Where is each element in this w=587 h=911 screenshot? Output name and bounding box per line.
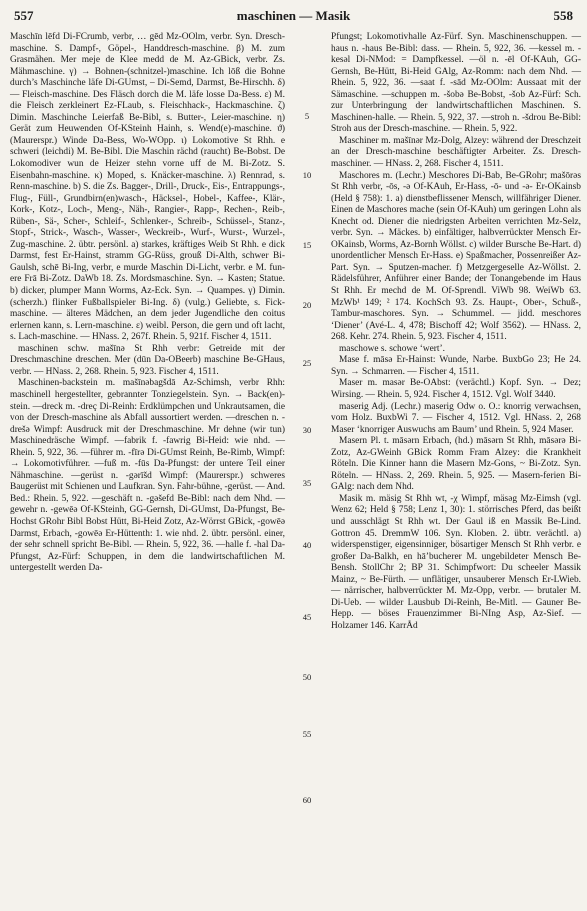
running-title: maschinen — Masik: [236, 8, 351, 23]
entry-maschiner: Maschiner m. mašīnər Mz-Dolg, Alzey: während der Dreschzeit an der Dresch-maschine beschäftigter Arbeiter. Zs. Dresch-maschiner. — HNass. 2, 268. Fischer 4, 1511.: [331, 135, 581, 170]
line-number: 25: [302, 358, 312, 368]
entry-maschowe: maschowe s. schowe ‘wert’.: [339, 343, 445, 354]
left-column: [10, 32, 285, 575]
entry-maschine: Maschīn lēfd Di-FCrumb, verbr, … gēd Mz-OOlm, verbr. Syn. Dresch-maschine. S. Dampf-, Göpel-, Handdresch-maschine. β) M. zum Grasmähen. Mer meje de Klee medd de M. Az-GBick, verbr. Zs. Mähmaschine. γ) → Bohnen-(schnitzel-)maschine. Ich lōß die Bohne durch’s Maschinche läfe Di-GUmst, – Di-Semd, Darmst, Be-Hirschh. δ) — Fleisch-maschine. Des Fläsch dorch die M. läfe losse Da-Bess. ε) M. die Fleisch zerkleinert Ez-FLaub, s. Fleischhack-, Hackmaschine. ζ) Dimin. Maschinche Leierfaß Be-Bibl, s. Butter-, Leier-maschine. η) Gerät zum Heuwenden Of-KSteinh Hainh, s. Wend(e)-maschine. ϑ) (Maurerspr.) Winde Da-Bess, Wo-WOpp. ι) Lokomotive St Rhh. e schweri (leichdi) M. Be-Bibl. Die Maschin rächd (raucht) Be-Bobst. De Lokomodiver wun de Heizer stehn vorne uff de M. Bi-Zotz. S. Eisenbahn-maschine. κ) Moped, s. Knäcker-maschine. λ) Rennrad, s. Renn-maschine. b) S. die Zs. Bagger-, Drill-, Druck-, Eis-, Entrappungs-, Flug-, Füll-, Grundbirn(en)wasch-, Häcksel-, Hobel-, Kaffee-, Klär-, Kork-, Kotz-, Loch-, Meng-, Näh-, Rangier-, Rapp-, Rechen-, Reib-, Rüben-, Sä-, Scher-, Schleif-, Schlenker-, Schreib-, Schüssel-, Stanz-, Stopf-, Strick-, Wasch-, Wasser-, Weckreib-, Wurf-, Wurst-, Wurzel-, Zug-maschine. 2. übtr. persönl. a) starkes, kräftiges Weib St Rhh. e dick Darmst, fest Er-Hainst, stramm GG-Rüss, grouß Di-Alth, schwer Bi-Gaulsh, schē Bi-Ing, verbr, e murde Maschin Di-Licht, verbr. e M. fun-ere Frā Bi-Zotz. DaWb 18. Zs. Mordsmaschine. Syn. → Kasten; Statue. b) dicker, plumper Mann Worms, Az-Eck. Syn. → Quampes. γ) Dimin. (scherzh.) flinker Fußballspieler Bi-Ing. δ) (vulg.) Geliebte, s. Fick-maschine. — älteres Mädchen, an dem jeder Jugendliche den coitus erlernen kann, s. Lern-maschine. ε) weibl. Person, die gern und oft lacht, s. Lach-maschine. — HNass. 2, 267f. Rhein. 5, 921f. Fischer 4, 1511.: [10, 32, 286, 343]
entry-maschinen-backstein: Maschinen-backstein m. mašīnəbagšdā Az-Schimsh, verbr Rhh: maschinell hergestellter, gebrannter Tonziegelstein. Syn. → Back(en)-stein. —dreck m. -dreç Di-Reinh: Erdklümpchen und Unkrautsamen, die von der Dresch-maschine als Abfall aussortiert werden. —dreschen n. -drešə Wimpf: Ausdruck mit der Dreschmaschine. Mr dehne (wir tun) Maschinedräsche Wimpf. —fabrik f. -fawrig Bi-Heid: wie nhd. — Rhein. 5, 922, 36. —führer m. -fīrə Di-GUmst Reinh, Be-Rimb, Wimpf: → Lokomotivführer. —fuß m. -fūs Da-Pfungst: der untere Teil einer Nähmaschine. —gerüst n. -gərīšd Wimpf: (Maurerspr.) schweres Baugerüst mit Schienen und Laufkran. Syn. Fahr-bühne, -gerüst. — And. Bed.: Rhein. 5, 922. —geschäft n. -gəšefd Be-Bibl: nach dem Nhd. —gewehr n. -gewēə Of-KSteinh, GG-Gernsh, Di-GUmst, Da-Pfungst, Be-Hochst GRohr Bibl Bobst Hütt, Bi-Heid Zotz, Az-Wörrst GBick, -gowēə Darmst, Erbach, -gowēə Er-Hüttenth: 1. wie nhd. 2. übtr. persönl. einer, der sehr schnell spricht Be-Bibl. — Rhein. 5, 922, 36. —halle f. -hal Da-Pfungst, Az-Fürf: Schuppen, in dem die landwirtschaftlichen M. untergestellt werden Da-: [10, 378, 285, 574]
entry-mase: Mase f. māsə Er-Hainst: Wunde, Narbe. BuxbGo 23; He 24. Syn. → Schmarren. — Fischer 4, 1511.: [331, 355, 581, 377]
line-number: 30: [302, 425, 312, 435]
entry-maschinen: maschinen schw. mašīnə St Rhh verbr: Getreide mit der Dreschmaschine dreschen. Mer (dūn Da-OBeerb) maschine Be-GHaus, verbr. — HNass. 2, 268. Rhein. 5, 923. Fischer 4, 1511.: [10, 343, 285, 377]
line-number: 15: [302, 240, 312, 250]
entry-masern: Masern Pl. t. māsərn Erbach, (hd.) māsərn St Rhh, māsərə Bi-Zotz, Az-GWeinh GBick Romm Fram Alzey: die Krankheit Röteln. Die Kinner hann die Masern Mz-Gons, ~ Bi-Zotz. Syn. Röteln. — HNass. 2, 269. Rhein. 5, 925. — Masern-ferien Bi-GAlg: nach dem Nhd.: [331, 436, 581, 493]
left-page-number: 557: [14, 8, 34, 23]
entry-maser: Maser m. masər Be-OAbst: (verächtl.) Kopf. Syn. → Dez; Wirsing. — Rhein. 5, 924. Fischer 4, 1512. Vgl. Wolf 3440.: [331, 378, 581, 400]
right-column: [331, 32, 581, 632]
entry-maserig: maserig Adj. (Lechr.) maserig Odw o. O.: knorrig verwachsen, vom Holz. BuxbWi 7. — Fischer 4, 1512. Vgl. HNass. 2, 268 Maser ‘knorriger Auswuchs am Baum’ und Rhein. 5, 924 Maser.: [331, 401, 581, 435]
line-number: 40: [302, 540, 312, 550]
line-number: 5: [304, 111, 310, 121]
line-number: 35: [302, 478, 312, 488]
line-number: 55: [302, 729, 312, 739]
line-number: 20: [302, 300, 312, 310]
line-number: 60: [302, 795, 312, 805]
entry-maschinen-cont: Pfungst; Lokomotivhalle Az-Fürf. Syn. Maschinenschuppen. —haus n. -haus Be-Bibl: dass. — Rhein. 5, 922, 36. —kessel m. -kesəl Di-NMod: = Dampfkessel. —öl n. -ēl Of-KAuh, GG-Gernsh, Be-Hütt, Bi-Heid GAlg, Az-Romm: nach dem Nhd. — Rhein. 5, 922, 36. —saat f. -sād Mz-OOlm: Aussaat mit der Sämaschine. —schuppen m. -šobə Be-Bobst, -šob Az-Fürf: Sch. zur Unterbringung der landwirtschaftlichen Maschinen. S. Maschinen-halle. — Rhein. 5, 922, 37. —stroh n. -šdrou Be-Bibl: Stroh aus der Dresch-maschine. — Rhein. 5, 922.: [331, 32, 581, 135]
entry-masik: Masik m. mäsig St Rhh wt, -χ Wimpf, mäsəg Mz-Eimsh (vgl. Wenz 62; Held § 758; Lenz 1, 30): 1. störrisches Pferd, das beißt und ausschlägt St Rhh wt. Der Gaul iß en Massik Be-Lind. Gottron 45. DremmW 106. Syn. Kloben. 2. übtr. verächtl. a) widerspenstiger, eigensinniger, bösartiger Mensch St Rhh verbr. e großer Da-Balkh, en hā’bucherer M. ungebildeter Mensch Be-Bensh. StollChr 2; BP 31. Schimpfwort: Du scheeler Massik Mainz, ~ Be-Fürth. — unflätiger, unsauberer Mensch Er-LWieb. — närrischer, halbverrückter M. Mz-Opp, verbr. — brutaler M. Di-Ueb. — wilder Lausbub Di-Reinh, Be-Mitl. — Gauner Be-Hepp. — böses Frauenzimmer Bi-NIng Asp, Az-Sief. — Holzamer 146. KarrÅd: [331, 493, 581, 631]
line-number: 50: [302, 672, 312, 682]
line-number: 45: [302, 612, 312, 622]
right-page-number: 558: [553, 8, 573, 23]
entry-maschores: Maschores m. (Lechr.) Meschores Di-Bab, Be-GRohr; mašōrəs St Rhh verbr, -ōs, -ə Of-KAuh, Er-Hass, -ō- und -ə- Er-OKainsb (Held § 758): 1. a) dienstbeflissener Mensch, willfähriger Diener. Einen de Maschores mache (sein Of-KAuh) um geringen Lohn als Knecht od. Diener die niedrigsten Arbeiten verrichten Mz-Selz, verbr. Syn. → Mäckes. b) einfältiger, halbverrückter Mensch Er-OKainsb, Worms, Az-Bornh Wöllst. c) wilder Bursche Be-Hart. d) unordentlicher Mensch Er-Hass. e) Spaßmacher, Possenreißer Az-Part. Syn. → Sputzen-macher. f) Metzgergeselle Az-Wöllst. 2. Rädelsführer, Anführer einer Bande; der Tonangebende im Haus St Rhh. Er mechd de M. Of-Sprendl. ViWb 98. WeiWb 63. MzWb¹ 149; ² 174. KochSch 93. Zs. Haupt-, Ober-, Schuß-, Tambur-maschores. Syn. → Schummel. — jidd. meschores ‘Diener’ (Avé-L. 4, 478; Bischoff 42; Wolf 3562). — HNass. 2, 268. Kehr. 274. Rhein. 5, 923. Fischer 4, 1511.: [331, 170, 581, 343]
line-number: 10: [302, 170, 312, 180]
page-header: [14, 6, 573, 26]
